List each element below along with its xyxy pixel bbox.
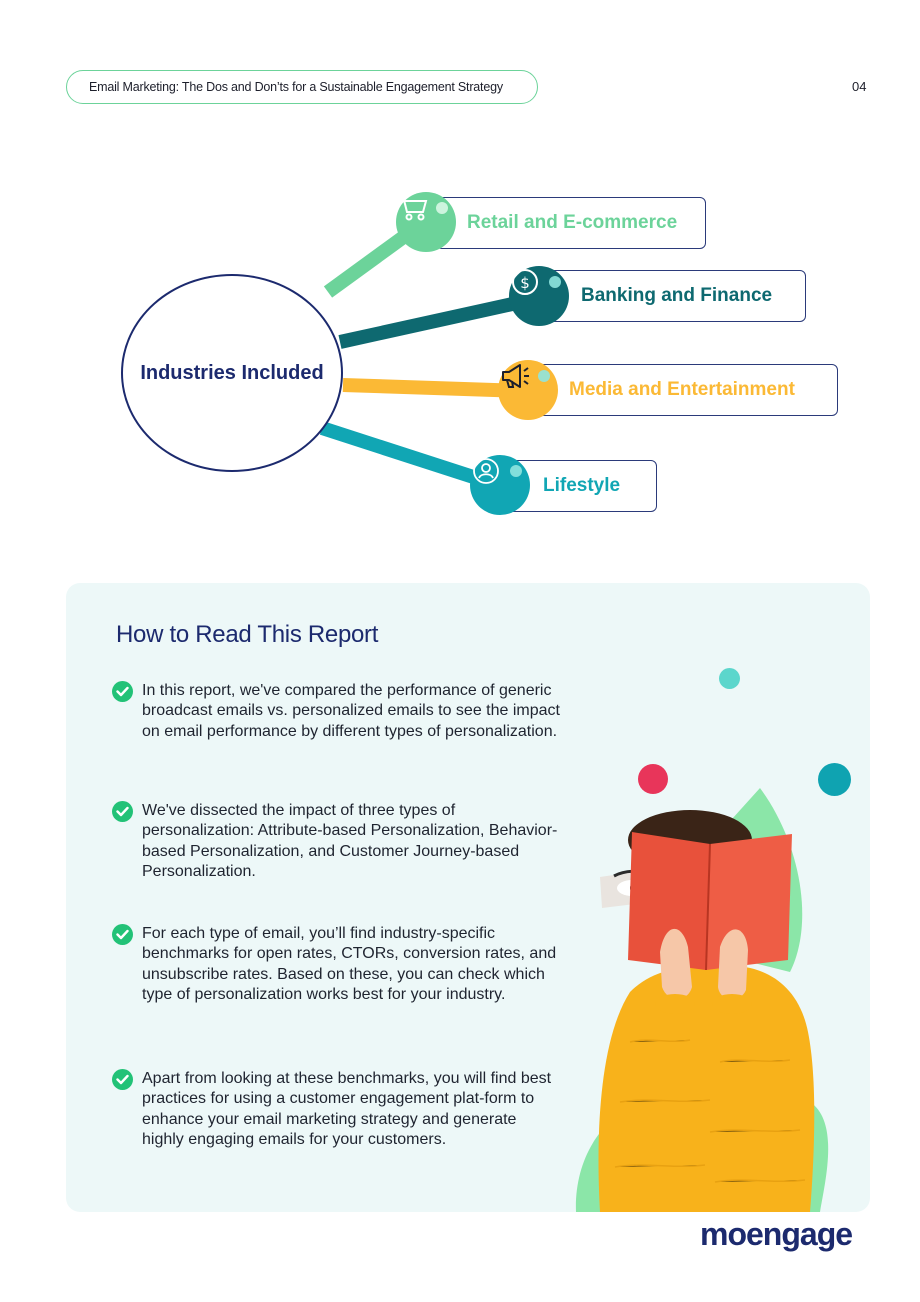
industry-media-box xyxy=(530,364,838,416)
industry-media-label: Media and Entertainment xyxy=(569,379,795,400)
report-bullet-text: In this report, we've compared the performance of generic broadcast emails vs. personalized emails to see the impact on email performance by different types of personalization. xyxy=(142,682,560,740)
header-title-pill xyxy=(66,70,538,104)
industry-retail-box xyxy=(436,197,706,249)
svg-text:$: $ xyxy=(520,274,530,292)
how-to-read-panel xyxy=(66,583,870,1212)
shopping-cart-icon xyxy=(396,192,430,222)
connector-banking xyxy=(340,299,535,342)
industries-diagram xyxy=(0,180,920,540)
report-bullet-text: We've dissected the impact of three types of personalization: Attribute-based Personalization, Behavior-based Personalization, and Customer Journey-based Personalization. xyxy=(142,802,558,881)
check-circle-icon xyxy=(112,801,133,822)
industry-banking-icon-badge xyxy=(509,266,569,326)
report-bullet-3 xyxy=(112,924,562,1006)
dollar-coin-icon xyxy=(509,266,541,298)
check-circle-icon xyxy=(112,924,133,945)
user-icon xyxy=(470,455,502,487)
megaphone-icon xyxy=(498,360,534,392)
industry-media-icon-badge xyxy=(498,360,558,420)
decorative-dot-aqua xyxy=(719,668,740,689)
report-bullet-4 xyxy=(112,1069,562,1151)
report-title: How to Read This Report xyxy=(116,621,379,648)
industry-lifestyle-label: Lifestyle xyxy=(543,475,621,496)
industry-retail-icon-badge xyxy=(396,192,456,252)
report-bullet-2 xyxy=(112,801,562,883)
industry-banking-label: Banking and Finance xyxy=(581,285,773,306)
report-bullet-text: Apart from looking at these benchmarks, you will find best practices for using a customer engagement plat-form to enhance your email marketing strategy and generate highly engaging emails for your customers. xyxy=(142,1070,552,1149)
hub-label: Industries Included xyxy=(140,361,324,384)
check-circle-icon xyxy=(112,681,133,702)
report-bullet-1 xyxy=(112,681,562,742)
industry-banking-box xyxy=(540,270,806,322)
reader-illustration xyxy=(570,782,870,1212)
brand-logo-text: moengage xyxy=(700,1216,853,1252)
header-title: Email Marketing: The Dos and Don’ts for a Sustainable Engagement Strategy xyxy=(89,80,503,94)
industries-hub xyxy=(121,274,343,472)
brand-logo xyxy=(700,1216,852,1253)
report-bullet-text: For each type of email, you’ll find industry-specific benchmarks for open rates, CTORs, conversion rates, and unsubscribe rates. Based on these, you can check which type of personalization works best for your industry. xyxy=(142,925,557,1004)
industry-retail-label: Retail and E-commerce xyxy=(467,212,678,233)
page-number: 04 xyxy=(852,79,867,94)
check-circle-icon xyxy=(112,1069,133,1090)
industry-lifestyle-icon-badge xyxy=(470,455,530,515)
